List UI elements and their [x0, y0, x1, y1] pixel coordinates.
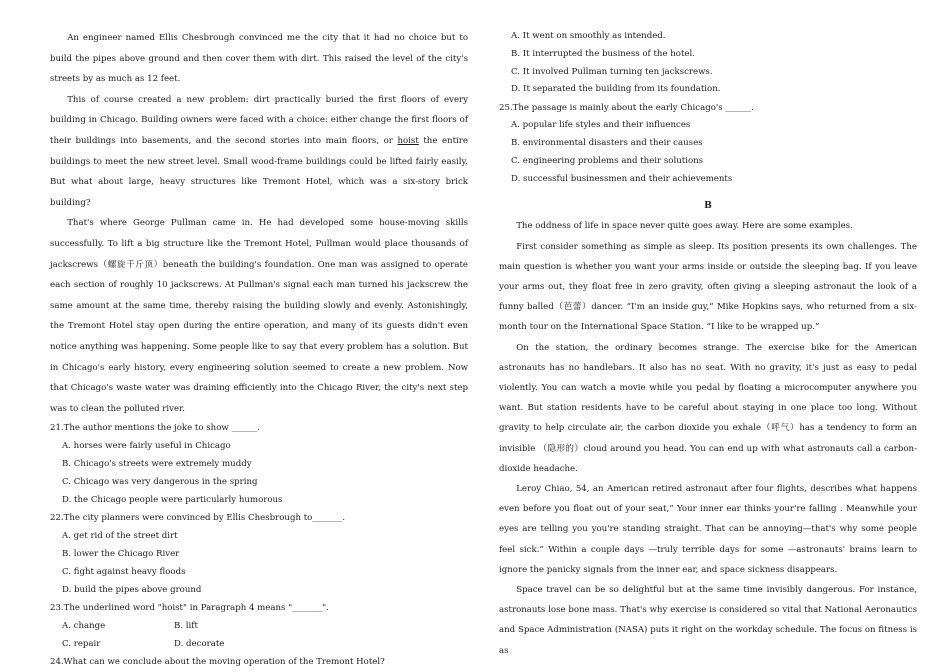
question-24-options — [499, 28, 917, 99]
option-d: D. It separated the building from its foundation. — [511, 84, 721, 95]
question-stem: 24.What can we conclude about the moving operation of the Tremont Hotel? — [50, 657, 385, 668]
question-stem: 25.The passage is mainly about the early Chicago's ______. — [499, 103, 754, 114]
question-21 — [50, 419, 468, 509]
option-c: C. Chicago was very dangerous in the spring — [62, 477, 258, 488]
question-stem: 23.The underlined word "hoist" in Paragraph 4 means "_______". — [50, 603, 329, 614]
question-24 — [50, 653, 468, 671]
passage-paragraph-2: First consider something as simple as sleep. Its position presents its own challenges. The main question is whether you want your arms inside or outside the sleeping bag. If you leave your arms out, they float free in zero gravity, often giving a sleeping astronaut the look of a funny balled（芭蕾）dancer. “I'm an inside guy,” Mike Hopkins says, who returned from a six-month tour on the International Space Station. “I like to be wrapped up.” — [499, 241, 917, 333]
option-d: D. build the pipes above ground — [62, 585, 202, 596]
question-stem: 22.The city planners were convinced by Ellis Chesbrough to_______. — [50, 513, 346, 524]
option-b: B. lower the Chicago River — [62, 549, 180, 560]
option-c: C. engineering problems and their solutions — [511, 155, 704, 166]
option-a: A. change — [62, 621, 106, 632]
option-b: B. environmental disasters and their causes — [511, 137, 703, 148]
options-row-2 — [50, 635, 468, 653]
option-a: A. popular life styles and their influences — [511, 120, 691, 131]
option-b: B. Chicago's streets were extremely muddy — [62, 459, 252, 470]
option-b: B. It interrupted the business of the hotel. — [511, 48, 695, 59]
option-c: C. It involved Pullman turning ten jackscrews. — [511, 66, 713, 77]
question-22 — [50, 509, 468, 599]
question-stem: 21.The author mentions the joke to show ______. — [50, 423, 260, 434]
passage-paragraph-1: The oddness of life in space never quite goes away. Here are some examples. — [516, 221, 853, 232]
question-23 — [50, 599, 468, 653]
passage-paragraph-4: Leroy Chiao, 54, an American retired astronaut after four flights, describes what happens even before you float out of your seat,” Your inner ear thinks your're falling . Meanwhile your eyes are telling you you're standing straight. That can be annoying—that's why some people feel sick.” Within a couple days —truly terrible days for some —astronauts' brains learn to ignore the panicky signals from the inner ear, and space sickness disappears. — [499, 484, 917, 575]
option-a: A. horses were fairly useful in Chicago — [62, 441, 231, 452]
option-c: C. repair — [62, 639, 101, 650]
underlined-word-hoist: hoist — [397, 135, 419, 146]
option-d: D. the Chicago people were particularly humorous — [62, 495, 283, 506]
question-25 — [499, 99, 917, 188]
passage-paragraph-3: That's where George Pullman came in. He had developed some house-moving skills successfully. To lift a big structure like the Tremont Hotel, Pullman would place thousands of jackscrews（螺旋千斤顶）beneath the building's foundation. One man was assigned to operate each section of roughly 10 jackscrews. At Pullman's signal each man turned his jackscrew the same amount at the same time, thereby raising the building slowly and evenly. Astonishingly, the Tremont Hotel stay open during the entire operation, and many of its guests didn't even notice anything was happening. Some people like to say that every problem has a solution. But in Chicago's early history, every engineering solution seemed to create a new problem. Now that Chicago's waste water was draining efficiently into the Chicago River, the city's next step was to clean the polluted river. — [50, 218, 468, 414]
right-column — [499, 28, 917, 661]
passage-paragraph-1: An engineer named Ellis Chesbrough convinced me the city that it had no choice but to build the pipes above ground and then cover them with dirt. This raised the level of the city's streets by as much as 12 feet. — [50, 33, 468, 85]
passage-paragraph-3: On the station, the ordinary becomes strange. The exercise bike for the American astronauts has no handlebars. It also has no seat. With no gravity, it's just as easy to pedal violently. You can watch a movie while you pedal by floating a microcomputer anywhere you want. But station residents have to be careful about staying in one place too long. Without gravity to help circulate air, the carbon dioxide you exhale（呼气）has a tendency to form an invisible （隐形的）cloud around you head. You can end up with what astronauts call a carbon-dioxide headache. — [499, 342, 917, 474]
paragraph-2-part-a: This of course created a new problem: dirt practically buried the first floors of every building in Chicago. Building owners were faced with a choice: either change the first floors of their buildings into basements, and the second stories into main floors, or — [50, 94, 468, 146]
option-c: C. fight against heavy floods — [62, 567, 186, 578]
options-row-1 — [50, 617, 468, 635]
section-title: B — [704, 201, 712, 212]
left-column — [50, 28, 468, 671]
section-b — [499, 196, 917, 660]
paragraph-2-part-b: the entire buildings to meet the new street level. Small wood-frame buildings could be lifted fairly easily. But what about large, heavy structures like Tremont Hotel, which was a six-story brick building? — [50, 135, 468, 208]
passage-paragraph-5: Space travel can be so delightful but at the same time invisibly dangerous. For instance, astronauts lose bone mass. That's why exercise is considered so vital that National Aeronautics and Space Administration (NASA) puts it right on the workday schedule. The focus on fitness is as — [499, 585, 917, 656]
option-b: B. lift — [174, 621, 198, 632]
option-d: D. successful businessmen and their achievements — [511, 173, 733, 184]
option-a: A. get rid of the street dirt — [62, 531, 178, 542]
passage-paragraph-2 — [50, 90, 468, 214]
option-a: A. It went on smoothly as intended. — [511, 31, 666, 41]
option-d: D. decorate — [174, 639, 225, 650]
